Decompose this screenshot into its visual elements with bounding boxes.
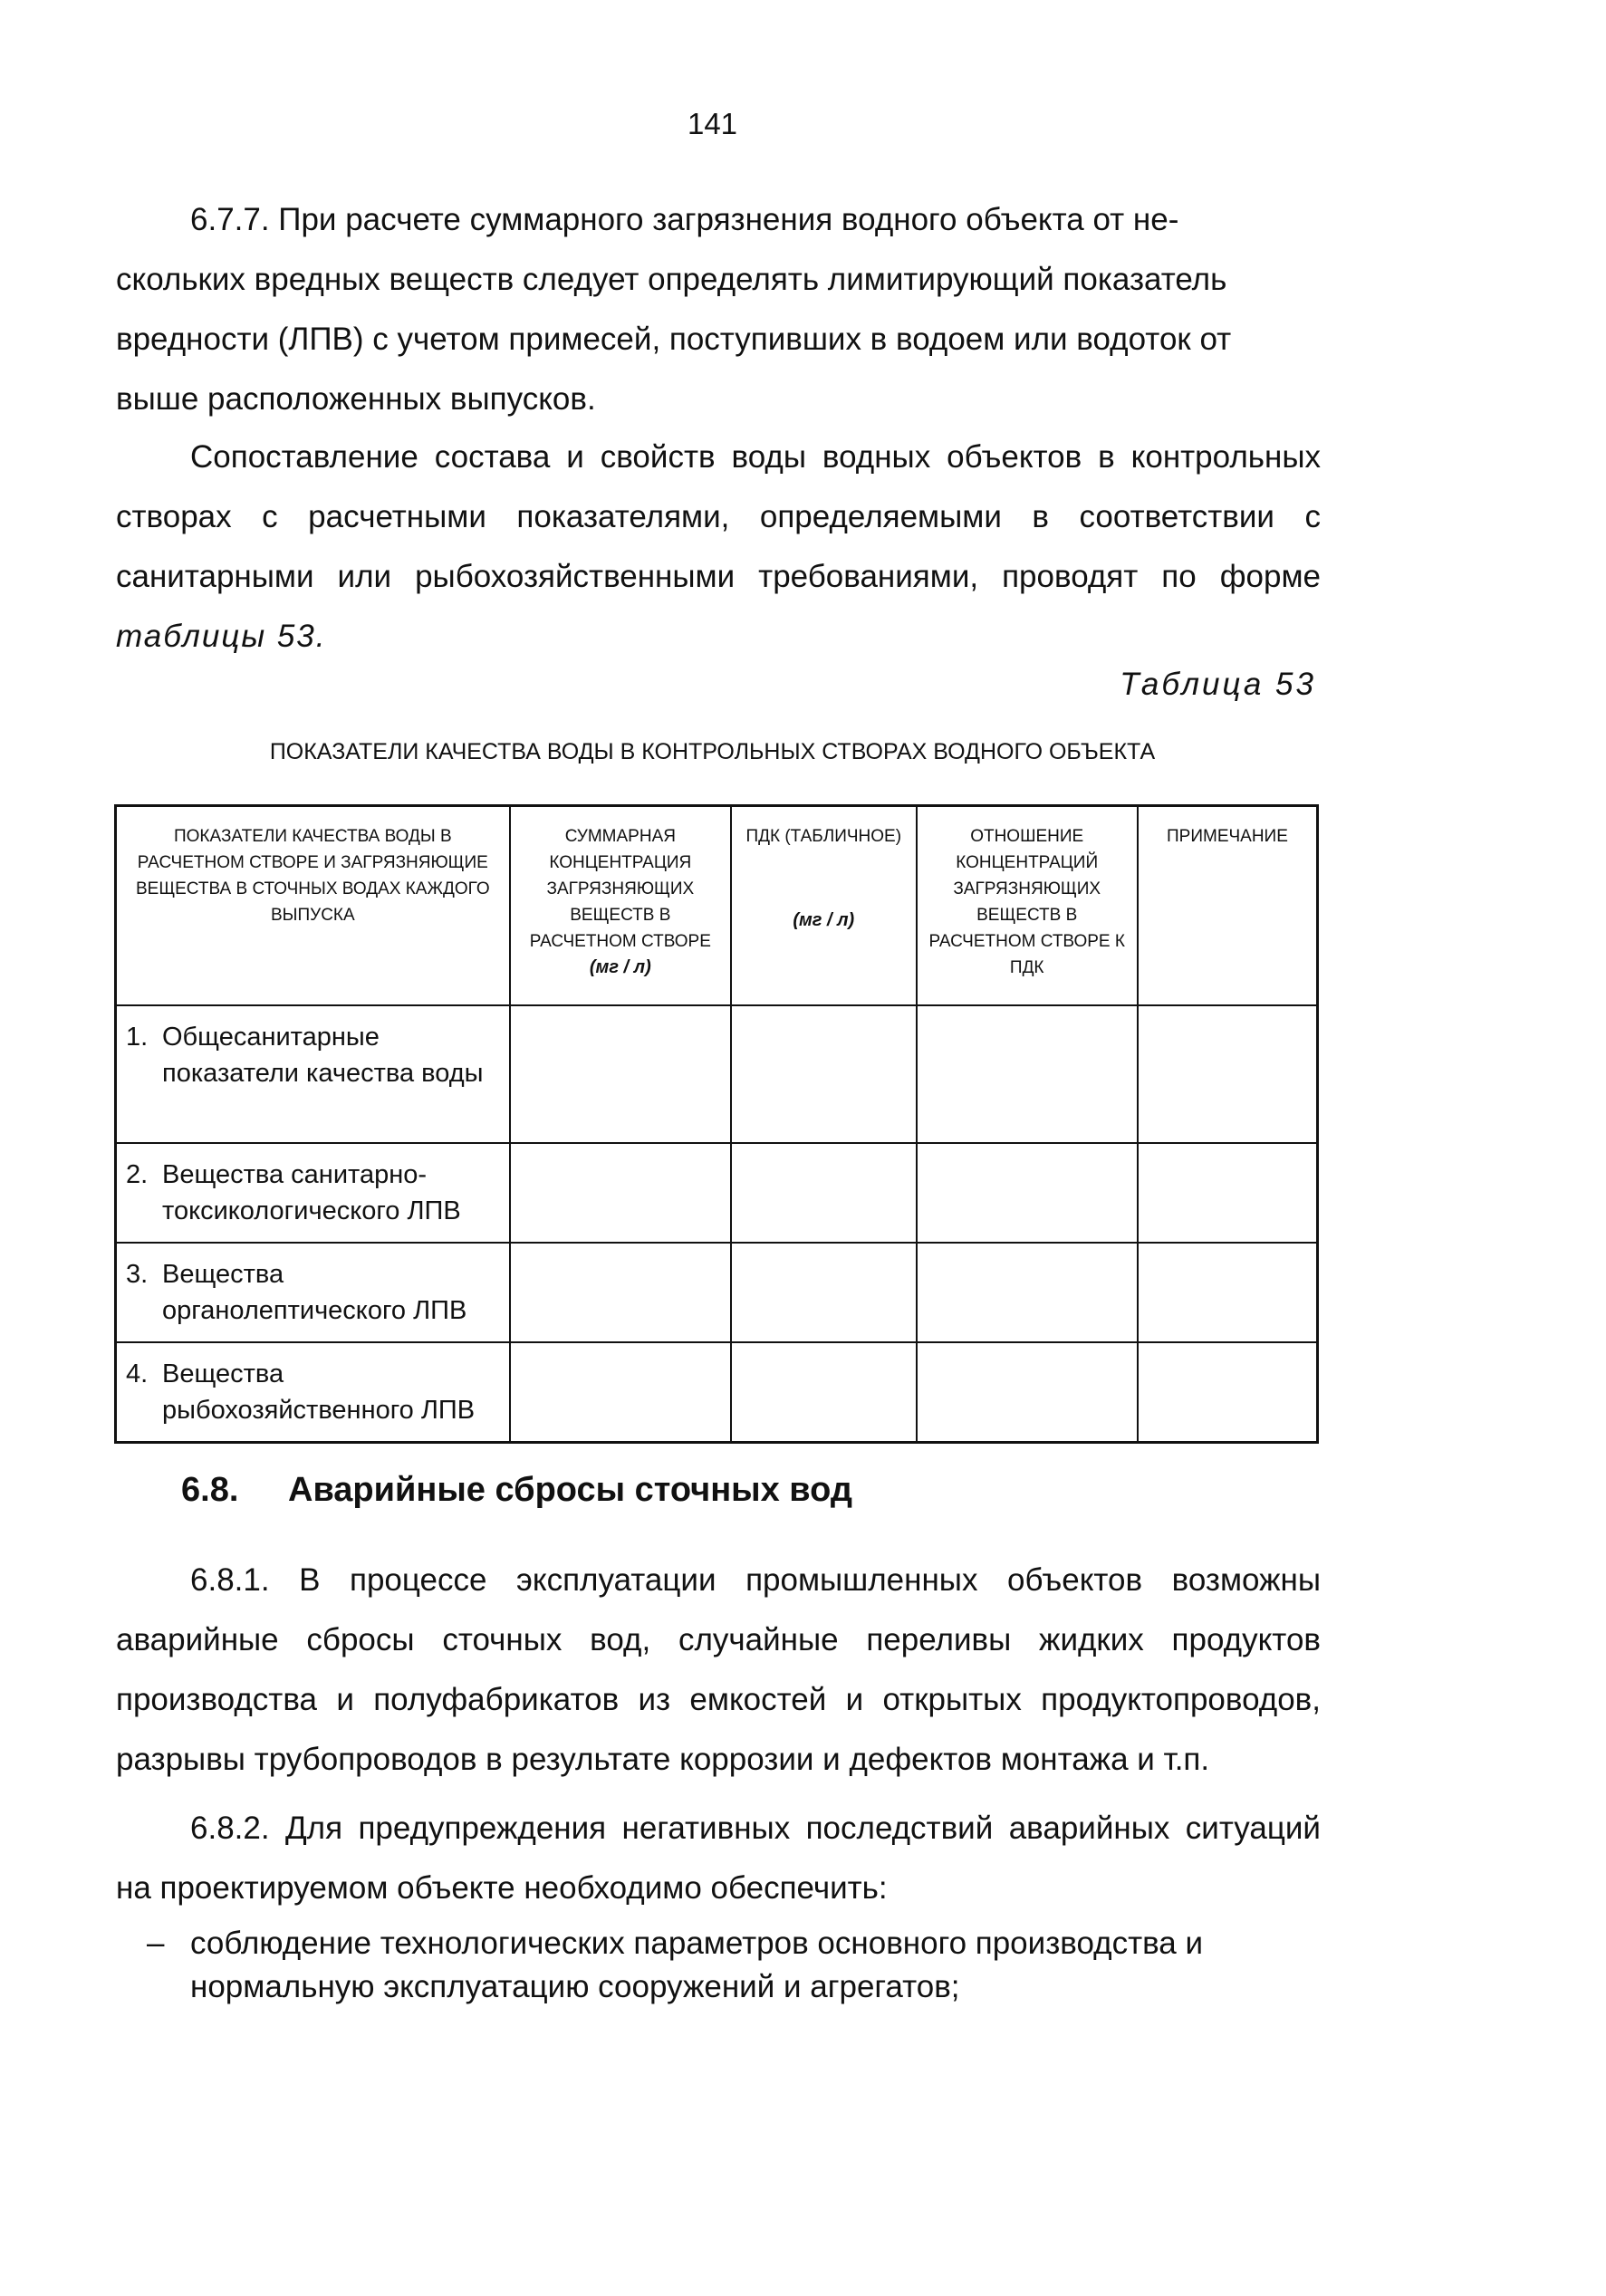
table-reference: таблицы 53. (116, 619, 327, 654)
paragraph-6-8-2: 6.8.2. Для предупреждения негативных последствий аварийных ситуаций на проектируемом объекте необходимо обеспечить: (116, 1811, 1321, 1906)
empty-cell (917, 1005, 1138, 1143)
header-total-concentration: СУММАРНАЯ КОНЦЕНТРАЦИЯ ЗАГРЯЗНЯЮЩИХ ВЕЩЕСТВ В РАСЧЕТНОМ СТВОРЕ (мг / л) (510, 806, 731, 1006)
paragraph-line: выше расположенных выпусков. (116, 381, 596, 417)
section-number: 6.8. (181, 1471, 239, 1509)
empty-cell (917, 1243, 1138, 1342)
paragraph-6-8-1: 6.8.1. В процессе эксплуатации промышленных объектов возможны аварийные сбросы сточных вод, случайные переливы жидких продуктов производства и полуфабрикатов из емкостей и открытых продуктопроводов, разрывы трубопроводов в результате коррозии и дефектов монтажа и т.п. (116, 1562, 1321, 1777)
bullet-text: соблюдение технологических параметров основного производства и нормальную эксплуатацию сооружений и агрегатов; (190, 1926, 1204, 2004)
header-note: ПРИМЕЧАНИЕ (1138, 806, 1318, 1006)
paragraph-line: скольких вредных веществ следует определять лимитирующий показатель (116, 262, 1227, 297)
table-label: Таблица 53 (1120, 667, 1316, 702)
header-pdk: ПДК (ТАБЛИЧНОЕ) (мг / л) (731, 806, 916, 1006)
section-title: Аварийные сбросы сточных вод (288, 1471, 852, 1509)
row-number: 3. (126, 1260, 149, 1289)
row-number: 4. (126, 1359, 149, 1388)
row-label: Вещества органолептического ЛПВ (162, 1260, 467, 1325)
empty-cell (731, 1143, 916, 1243)
empty-cell (917, 1143, 1138, 1243)
empty-cell (731, 1243, 916, 1342)
empty-cell (1138, 1005, 1318, 1143)
water-quality-table (114, 804, 1319, 1444)
header-indicators: ПОКАЗАТЕЛИ КАЧЕСТВА ВОДЫ В РАСЧЕТНОМ СТВОРЕ И ЗАГРЯЗНЯЮЩИЕ ВЕЩЕСТВА В СТОЧНЫХ ВОДАХ КАЖДОГО ВЫПУСКА (116, 806, 510, 1006)
row-label: Общесанитарные показатели качества воды (162, 1023, 484, 1088)
row-number: 1. (126, 1023, 149, 1052)
table-row (116, 1143, 1318, 1243)
table-title: ПОКАЗАТЕЛИ КАЧЕСТВА ВОДЫ В КОНТРОЛЬНЫХ СТВОРАХ ВОДНОГО ОБЪЕКТА (269, 739, 1156, 764)
page-number: 141 (687, 107, 738, 140)
row-number: 2. (126, 1160, 149, 1189)
bullet-item (147, 1922, 1313, 2009)
table-header-row (116, 806, 1318, 1006)
paragraph-6-7-7 (116, 190, 1321, 429)
paragraph-text: Сопоставление состава и свойств воды водных объектов в контрольных створах с расчетными показателями, определяемыми в соответствии с санитарными или рыбохозяйственными требованиями, проводят по форме (116, 439, 1321, 594)
empty-cell (510, 1342, 731, 1443)
unit-label: (мг / л) (793, 910, 855, 930)
row-label-cell (116, 1005, 510, 1143)
empty-cell (510, 1143, 731, 1243)
paragraph-line: 6.7.7. При расчете суммарного загрязнения водного объекта от не- (190, 202, 1179, 237)
row-label: Вещества санитарно-токсикологического ЛПВ (162, 1160, 461, 1225)
empty-cell (917, 1342, 1138, 1443)
bullet-dash: – (147, 1926, 165, 1961)
empty-cell (731, 1342, 916, 1443)
table-row (116, 1243, 1318, 1342)
empty-cell (731, 1005, 916, 1143)
row-label-cell (116, 1342, 510, 1443)
empty-cell (1138, 1143, 1318, 1243)
row-label-cell (116, 1143, 510, 1243)
empty-cell (510, 1005, 731, 1143)
table-row (116, 1342, 1318, 1443)
empty-cell (1138, 1342, 1318, 1443)
row-label-cell (116, 1243, 510, 1342)
empty-cell (510, 1243, 731, 1342)
table-row (116, 1005, 1318, 1143)
paragraph-line: вредности (ЛПВ) с учетом примесей, поступивших в водоем или водоток от (116, 322, 1232, 357)
unit-label: (мг / л) (589, 957, 651, 977)
paragraph-comparison (116, 427, 1321, 667)
header-ratio: ОТНОШЕНИЕ КОНЦЕНТРАЦИЙ ЗАГРЯЗНЯЮЩИХ ВЕЩЕСТВ В РАСЧЕТНОМ СТВОРЕ К ПДК (917, 806, 1138, 1006)
section-heading (181, 1471, 852, 1510)
row-label: Вещества рыбохозяйственного ЛПВ (162, 1359, 476, 1425)
empty-cell (1138, 1243, 1318, 1342)
